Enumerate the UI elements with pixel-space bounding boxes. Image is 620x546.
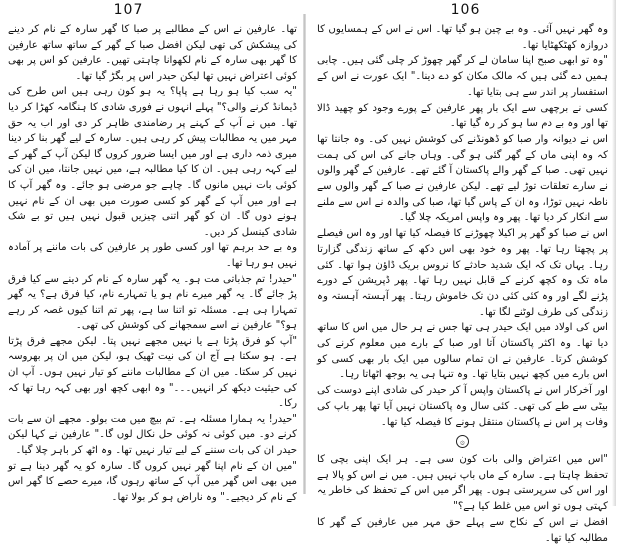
paragraph: اور آخرکار اس نے پاکستان واپس آ کر حیدر کی شادی اپنے دوست کی بیٹی سے طے کی تھی۔ کئی سال وہ پاکستان نہیں آیا تھا پھر باپ کی وفات پر اس نے پاکستان منتقل ہونے کا فیصلہ کیا تھا۔ xyxy=(317,385,608,428)
left-page-number: 107 xyxy=(113,2,144,18)
paragraph: کسی نے برچھی سے ایک بار پھر عارفین کے پورے وجود کو چھید ڈالا تھا اور وہ بے دم سا ہو کر رہ گیا تھا۔ xyxy=(317,102,608,130)
left-page xyxy=(0,0,305,506)
page-edge xyxy=(612,0,616,506)
paragraph: افضل نے اس کے نکاح سے پہلے حق مہر میں عارفین کے گھر کا مطالبہ کیا تھا۔ xyxy=(317,516,608,544)
section-break xyxy=(317,434,608,450)
paragraph: اس نے دیوانہ وار صبا کو ڈھونڈنے کی کوشش نہیں کی۔ وہ جانتا تھا کہ وہ اپنی ماں کے گھر گئی ہو گی۔ وہاں جانے کی اس کی ہمت نہیں تھی۔ صبا کے گھر والے پاکستان آ گئے تھے۔ عارفین کے گھر والوں نے سارے تعلقات توڑ لیے تھے۔ لیکن عارفین نے صبا کے گھر والوں سے ناطہ نہیں توڑا، وہ ان کے پاس گیا تھا، صبا کی والدہ نے اس سے ملنے سے انکار کر دیا تھا۔ پھر وہ واپس امریکہ چلا گیا۔ xyxy=(317,133,608,224)
right-page-body xyxy=(317,22,608,546)
paragraph: "وہ تو ابھی صبح اپنا سامان لے کر گھر چھوڑ کر چلی گئی ہیں۔ چابی ہمیں دے گئی ہیں کہ مالک مکان کو دے دینا۔" ایک عورت نے اس کے استفسار پر اندر سے ہی بتایا تھا۔ xyxy=(317,55,608,98)
left-page-body xyxy=(8,22,297,505)
paragraph: اس نے صبا کو گھر پر اکیلا چھوڑنے کا فیصلہ کیا تھا اور وہ اس فیصلے پر پچھتا رہا تھا۔ پھر وہ خود بھی اس دکھ کے ساتھ زندگی گزارتا رہا۔ یہاں تک کہ ایک شدید حادثے کا نروس بریک ڈاؤن ہوا تھا۔ کئی ماہ تک وہ کچھ کرنے کے قابل نہیں رہا تھا۔ پھر ڈپریشن کے دورے پڑنے لگے اور وہ کئی کئی دن تک خاموش رہتا۔ پھر آہستہ آہستہ وہ زندگی کی طرف لوٹنے لگا تھا۔ xyxy=(317,228,608,318)
right-page-number: 106 xyxy=(450,2,481,18)
paragraph: وہ گھر نہیں آئی۔ وہ بے چین ہو گیا تھا۔ اس نے اس کے ہمسایوں کا دروازہ کھٹکھٹایا تھا۔ xyxy=(317,24,608,51)
right-page xyxy=(307,0,616,544)
section-break-icon: ۞ xyxy=(456,435,469,448)
paragraph: تھا۔ عارفین نے اس کے مطالبے پر صبا کا گھر سارہ کے نام کر دینے کی پیشکش کی تھی لیکن افضل صبا کے گھر کے ساتھ ساتھ عارفین کا گھر بھی سارہ کے نام لکھوانا چاہتی تھیں۔ عارفین کو اس پر بھی کوئی اعتراض نہیں تھا لیکن حیدر اس پر بگڑ گیا تھا۔ xyxy=(8,24,297,82)
book-gutter xyxy=(303,14,306,494)
paragraph: "اس میں اعتراض والی بات کون سی ہے۔ ہر ایک اپنی بچی کا تحفظ چاہتا ہے۔ سارہ کے ماں باپ نہیں ہیں۔ میں نے اس کو پالا ہے اور اس کی سرپرستی ہوں۔ پھر اگر میں اس کے تحفظ کی خاطر یہ کہتی ہوں تو اس میں غلط کیا ہے؟" xyxy=(317,453,608,513)
paragraph: اس کی اولاد میں ایک حیدر ہی تھا جس نے ہر حال میں اس کا ساتھ دیا تھا۔ وہ اکثر پاکستان آتا اور صبا کے بارے میں معلوم کرنے کی کوشش کرتا۔ عارفین نے ان تمام سالوں میں ایک بار بھی کسی کو اس بارے میں کچھ نہیں بتایا تھا۔ وہ تنہا ہی یہ بوجھ اٹھاتا رہا۔ xyxy=(317,322,608,381)
paragraph: "حیدر! تم جذباتی مت ہو۔ یہ گھر سارہ کے نام کر دینے سے کیا فرق پڑ جائے گا۔ یہ گھر میرے نام ہو یا تمہارے نام، کیا فرق ہے؟ یہ گھر تمہارا ہی ہے۔ مسئلہ تو اتنا سا ہے، پھر تم اتنا کیوں غصہ کر رہے ہو؟" عارفین نے اسے سمجھانے کی کوشش کی تھی۔ xyxy=(8,273,297,332)
paragraph: "حیدر! یہ ہمارا مسئلہ ہے۔ تم بیچ میں مت بولو۔ مجھے ان سے بات کرنے دو۔ میں کوئی نہ کوئی حل نکال لوں گا۔" عارفین نے کہا لیکن حیدر ان کی بات سننے کے لیے تیار نہیں تھا۔ وہ اٹھ کر باہر چلا گیا۔ xyxy=(8,413,297,457)
paragraph: "یہ سب کیا ہو رہا ہے پاپا؟ یہ ہو کون رہی ہیں اس طرح کی ڈیمانڈ کرنے والی؟" پہلے انہوں نے فوری شادی کا ہنگامہ کھڑا کر دیا تھا۔ میں نے آپ کے کہنے پر رضامندی ظاہر کر دی اور اب یہ حق مہر میں یہ مطالبات پیش کر رہی ہیں۔ سارہ کے لیے گھر بنا کر دینا میری ذمہ داری ہے اور میں ایسا ضرور کروں گا لیکن آپ کے گھر کے لیے کہہ رہی ہیں۔ ان کا کیا مطالبہ ہے، میں نہیں جانتا، میں ان کی کوئی بات نہیں مانوں گا۔ چاہے جو مرضی ہو جائے۔ وہ گھر آپ کا ہے اور میں آپ کے گھر کو کسی صورت میں بھی ان کے نام نہیں ہونے دوں گا۔ ان کو گھر اتنی چیزیں قبول نہیں ہیں تو بے شک شادی کینسل کر دیں۔ xyxy=(8,86,297,238)
paragraph: وہ بے حد برہم تھا اور کسی طور پر عارفین کی بات ماننے پر آمادہ نہیں ہو رہا تھا۔ xyxy=(8,242,297,269)
paragraph: "میں ان کے نام اپنا گھر نہیں کروں گا۔ سارہ کو یہ گھر دینا ہے تو میں بھی اس گھر میں آپ کے ساتھ رہوں گا، میرے حصے کا گھر اس کے نام کر دیجیے۔" وہ ناراض ہو کر بولا تھا۔ xyxy=(8,460,297,503)
paragraph: "آپ کو فرق پڑتا ہے یا نہیں مجھے نہیں پتا۔ لیکن مجھے فرق پڑتا ہے۔ ہو سکتا ہے آج ان کی نیت ٹھیک ہو، لیکن میں ان پر بھروسہ نہیں کر سکتا۔ میں ان کے مطالبات ماننے کو تیار نہیں ہوں۔ آپ ان کی حیثیت دیکھ کر انہیں۔۔۔" وہ ابھی کچھ اور بھی کہہ رہا تھا کہ رکا۔ xyxy=(8,335,297,410)
